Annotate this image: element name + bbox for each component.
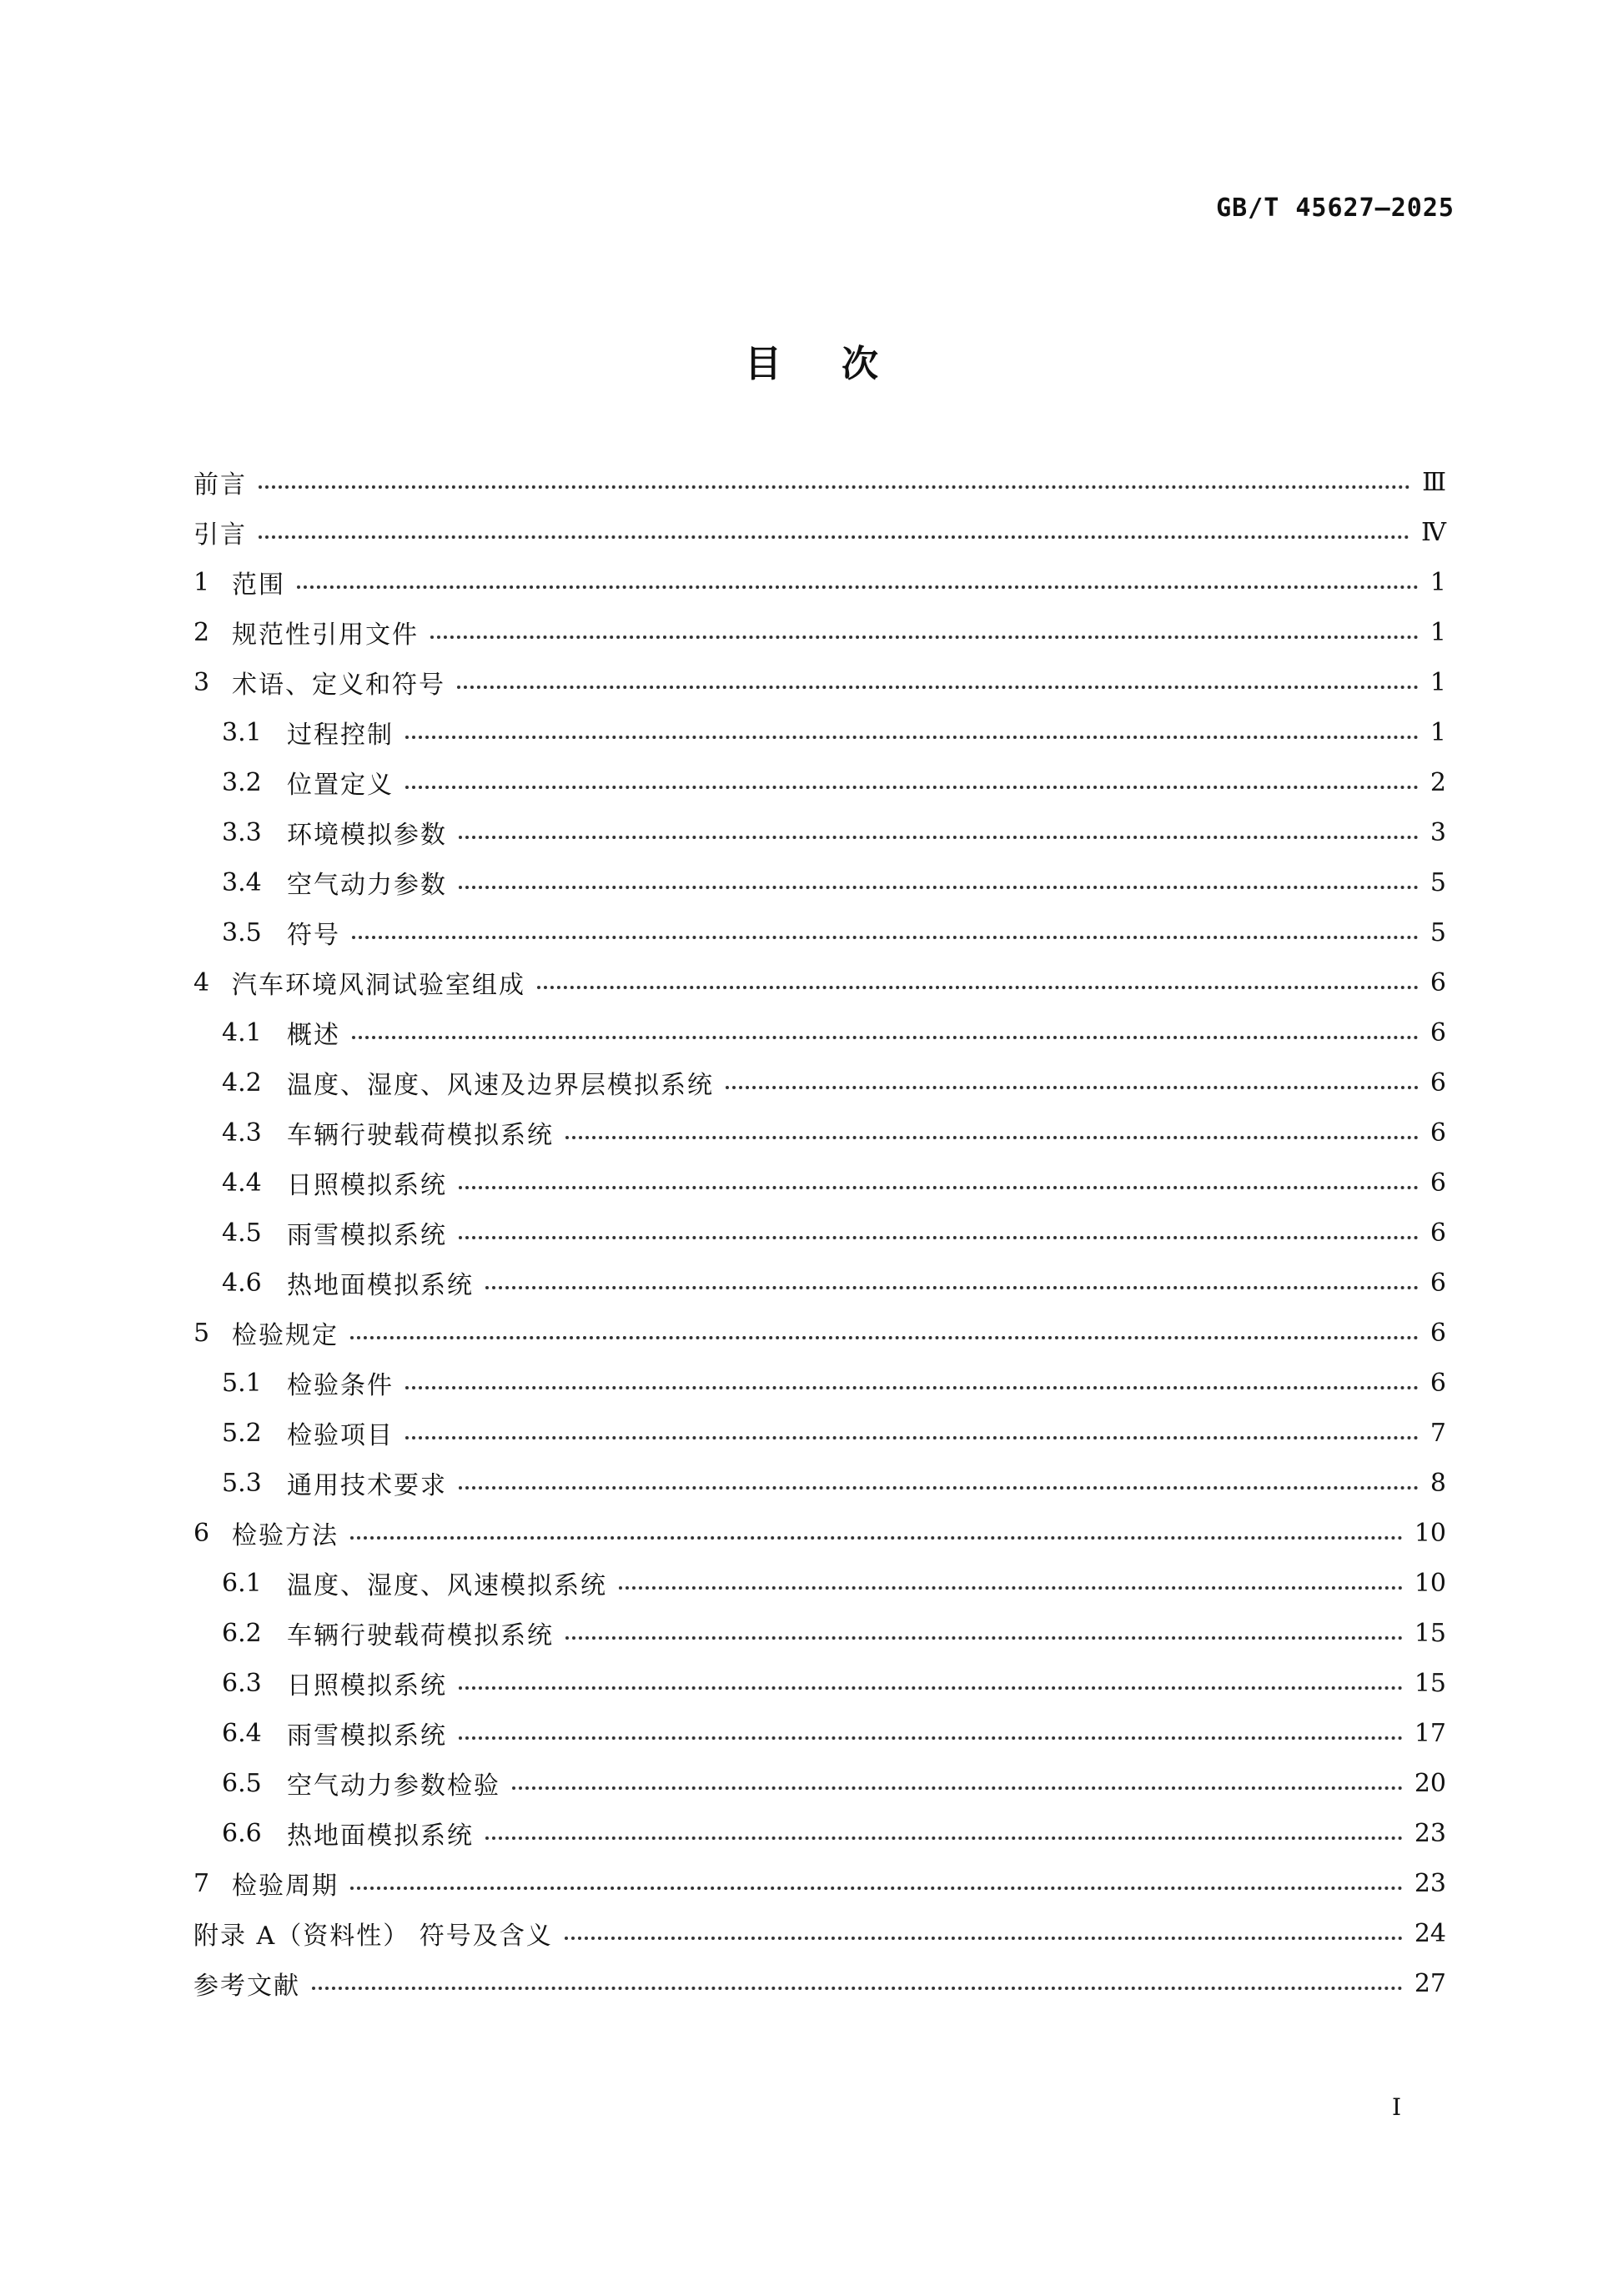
toc-entry[interactable] xyxy=(193,1758,1446,1808)
toc-leader-dots xyxy=(352,936,1419,939)
toc-entry-title: 附录 A（资料性） 符号及含义 xyxy=(193,1922,553,1951)
toc-entry-page: 10 xyxy=(1414,1518,1446,1548)
toc-entry-title: 汽车环境风洞试验室组成 xyxy=(232,971,525,1000)
toc-entry[interactable] xyxy=(193,807,1446,857)
toc-entry-page: Ⅳ xyxy=(1421,517,1446,547)
toc-entry-title: 空气动力参数检验 xyxy=(287,1771,500,1801)
toc-entry-title: 符号 xyxy=(287,921,340,950)
toc-entry-title: 引言 xyxy=(193,520,247,550)
toc-entry-number: 3.1 xyxy=(222,717,262,747)
toc-entry-number: 3.2 xyxy=(222,767,262,797)
toc-entry-title: 规范性引用文件 xyxy=(232,620,419,650)
toc-leader-dots xyxy=(537,986,1419,989)
toc-entry[interactable] xyxy=(193,557,1446,607)
toc-entry[interactable] xyxy=(193,1708,1446,1758)
toc-entry-number: 6.6 xyxy=(222,1818,262,1848)
toc-entry-title: 通用技术要求 xyxy=(287,1471,447,1500)
table-of-contents xyxy=(193,457,1446,2008)
toc-entry[interactable] xyxy=(193,1858,1446,1908)
toc-leader-dots xyxy=(457,686,1419,689)
toc-entry-page: 5 xyxy=(1430,917,1446,947)
toc-leader-dots xyxy=(405,1386,1419,1389)
toc-leader-dots xyxy=(565,1136,1419,1139)
toc-entry-page: 6 xyxy=(1430,1268,1446,1298)
toc-entry-title: 日照模拟系统 xyxy=(287,1671,447,1701)
toc-entry-page: 3 xyxy=(1430,817,1446,847)
toc-entry-title: 雨雪模拟系统 xyxy=(287,1221,447,1250)
toc-entry-title: 检验方法 xyxy=(232,1521,339,1550)
toc-entry-page: 17 xyxy=(1414,1718,1446,1748)
toc-entry-title: 检验条件 xyxy=(287,1371,394,1400)
toc-entry-title: 检验规定 xyxy=(232,1321,339,1350)
toc-entry-number: 2 xyxy=(193,617,210,647)
toc-entry-page: 6 xyxy=(1430,1368,1446,1398)
toc-entry[interactable] xyxy=(193,1908,1446,1958)
toc-entry-page: Ⅲ xyxy=(1422,467,1446,497)
toc-entry-title: 日照模拟系统 xyxy=(287,1171,447,1200)
toc-entry-number: 3 xyxy=(193,667,210,697)
toc-entry-title: 温度、湿度、风速及边界层模拟系统 xyxy=(287,1071,714,1100)
toc-entry[interactable] xyxy=(193,1558,1446,1608)
toc-leader-dots xyxy=(459,1236,1419,1239)
toc-entry-title: 空气动力参数 xyxy=(287,871,447,900)
toc-entry-page: 6 xyxy=(1430,1318,1446,1348)
toc-entry-title: 位置定义 xyxy=(287,771,394,800)
toc-entry-page: 10 xyxy=(1414,1568,1446,1598)
toc-entry-number: 5.3 xyxy=(222,1468,262,1498)
toc-entry-page: 7 xyxy=(1430,1418,1446,1448)
toc-entry[interactable] xyxy=(193,757,1446,807)
page-number: Ⅰ xyxy=(1391,2093,1401,2121)
toc-leader-dots xyxy=(430,636,1419,639)
toc-title-char-2: 次 xyxy=(842,343,878,385)
toc-entry-number: 3.3 xyxy=(222,817,262,847)
toc-entry-page: 1 xyxy=(1430,717,1446,747)
toc-entry[interactable] xyxy=(193,1608,1446,1658)
toc-entry-title: 雨雪模拟系统 xyxy=(287,1721,447,1751)
toc-leader-dots xyxy=(350,1536,1403,1540)
toc-entry-page: 8 xyxy=(1430,1468,1446,1498)
toc-entry[interactable] xyxy=(193,1308,1446,1358)
toc-entry-number: 6.3 xyxy=(222,1668,262,1698)
toc-entry[interactable] xyxy=(193,1658,1446,1708)
toc-entry-number: 4.4 xyxy=(222,1168,262,1198)
toc-entry[interactable] xyxy=(193,707,1446,757)
toc-entry-number: 1 xyxy=(193,567,210,597)
toc-entry[interactable] xyxy=(193,1208,1446,1258)
toc-entry-number: 6.4 xyxy=(222,1718,262,1748)
toc-leader-dots xyxy=(565,1636,1403,1640)
toc-entry[interactable] xyxy=(193,1458,1446,1508)
toc-entry-title: 热地面模拟系统 xyxy=(287,1271,474,1300)
toc-entry-page: 2 xyxy=(1430,767,1446,797)
toc-leader-dots xyxy=(565,1937,1403,1940)
toc-entry[interactable] xyxy=(193,1007,1446,1058)
toc-leader-dots xyxy=(350,1887,1403,1890)
toc-entry-page: 23 xyxy=(1414,1868,1446,1898)
toc-leader-dots xyxy=(512,1786,1403,1790)
toc-entry[interactable] xyxy=(193,1508,1446,1558)
toc-entry-title: 术语、定义和符号 xyxy=(232,671,445,700)
toc-entry-title: 概述 xyxy=(287,1021,340,1050)
toc-entry-number: 6 xyxy=(193,1518,210,1548)
toc-entry-title: 车辆行驶载荷模拟系统 xyxy=(287,1121,554,1150)
toc-leader-dots xyxy=(352,1036,1419,1039)
toc-leader-dots xyxy=(405,736,1419,739)
toc-entry-page: 23 xyxy=(1414,1818,1446,1848)
toc-leader-dots xyxy=(726,1086,1419,1089)
toc-entry-title: 检验周期 xyxy=(232,1871,339,1901)
toc-entry[interactable] xyxy=(193,1358,1446,1408)
toc-leader-dots xyxy=(459,1186,1419,1189)
toc-leader-dots xyxy=(459,886,1419,889)
toc-entry[interactable] xyxy=(193,1258,1446,1308)
toc-entry-number: 4.6 xyxy=(222,1268,262,1298)
toc-entry-number: 3.4 xyxy=(222,867,262,897)
toc-entry-page: 6 xyxy=(1430,1168,1446,1198)
toc-entry[interactable] xyxy=(193,1808,1446,1858)
toc-entry-page: 1 xyxy=(1430,667,1446,697)
toc-entry-page: 6 xyxy=(1430,1218,1446,1248)
toc-leader-dots xyxy=(485,1836,1403,1840)
toc-entry[interactable] xyxy=(193,607,1446,657)
toc-entry-number: 6.2 xyxy=(222,1618,262,1648)
toc-entry-page: 6 xyxy=(1430,967,1446,997)
toc-entry-number: 4.2 xyxy=(222,1068,262,1098)
toc-entry-title: 参考文献 xyxy=(193,1972,300,2001)
toc-entry-number: 7 xyxy=(193,1868,210,1898)
toc-leader-dots xyxy=(619,1586,1403,1590)
toc-entry-title: 范围 xyxy=(232,570,285,600)
toc-entry-number: 5 xyxy=(193,1318,210,1348)
toc-entry-title: 前言 xyxy=(193,470,247,500)
standard-number: GB/T 45627—2025 xyxy=(1216,193,1455,223)
toc-entry-number: 3.5 xyxy=(222,917,262,947)
toc-leader-dots xyxy=(259,535,1409,539)
toc-entry-number: 4 xyxy=(193,967,210,997)
toc-leader-dots xyxy=(459,1686,1403,1690)
toc-entry-number: 6.5 xyxy=(222,1768,262,1798)
toc-leader-dots xyxy=(297,585,1419,589)
toc-entry-number: 4.5 xyxy=(222,1218,262,1248)
toc-entry-number: 5.1 xyxy=(222,1368,262,1398)
toc-entry-page: 24 xyxy=(1414,1918,1446,1948)
toc-entry[interactable] xyxy=(193,657,1446,707)
toc-entry-number: 4.3 xyxy=(222,1118,262,1148)
toc-entry-title: 车辆行驶载荷模拟系统 xyxy=(287,1621,554,1650)
toc-entry-page: 15 xyxy=(1414,1668,1446,1698)
toc-leader-dots xyxy=(312,1987,1403,1990)
toc-entry-page: 6 xyxy=(1430,1118,1446,1148)
toc-entry[interactable] xyxy=(193,857,1446,907)
toc-title xyxy=(0,334,1623,387)
toc-entry[interactable] xyxy=(193,1058,1446,1108)
toc-entry-number: 5.2 xyxy=(222,1418,262,1448)
toc-entry[interactable] xyxy=(193,1958,1446,2008)
toc-leader-dots xyxy=(459,1736,1403,1740)
toc-entry[interactable] xyxy=(193,1158,1446,1208)
toc-entry-title: 温度、湿度、风速模拟系统 xyxy=(287,1571,607,1600)
toc-leader-dots xyxy=(259,485,1410,489)
toc-entry-number: 6.1 xyxy=(222,1568,262,1598)
toc-entry[interactable] xyxy=(193,507,1446,557)
toc-entry-page: 27 xyxy=(1414,1968,1446,1998)
toc-leader-dots xyxy=(405,1436,1419,1439)
toc-entry-page: 15 xyxy=(1414,1618,1446,1648)
toc-entry[interactable] xyxy=(193,457,1446,507)
toc-entry[interactable] xyxy=(193,957,1446,1007)
toc-entry-title: 热地面模拟系统 xyxy=(287,1821,474,1851)
toc-entry-page: 6 xyxy=(1430,1068,1446,1098)
toc-entry[interactable] xyxy=(193,1408,1446,1458)
toc-entry[interactable] xyxy=(193,1108,1446,1158)
toc-entry-page: 5 xyxy=(1430,867,1446,897)
toc-entry-title: 过程控制 xyxy=(287,721,394,750)
toc-title-char-1: 目 xyxy=(745,343,781,385)
toc-leader-dots xyxy=(485,1286,1419,1289)
toc-entry-page: 6 xyxy=(1430,1017,1446,1048)
toc-entry-number: 4.1 xyxy=(222,1017,262,1048)
toc-leader-dots xyxy=(459,1486,1419,1490)
toc-entry-page: 1 xyxy=(1430,567,1446,597)
toc-entry-page: 1 xyxy=(1430,617,1446,647)
toc-entry-page: 20 xyxy=(1414,1768,1446,1798)
toc-entry-title: 环境模拟参数 xyxy=(287,821,447,850)
toc-entry-title: 检验项目 xyxy=(287,1421,394,1450)
toc-entry[interactable] xyxy=(193,907,1446,957)
toc-leader-dots xyxy=(405,786,1419,789)
toc-leader-dots xyxy=(459,836,1419,839)
toc-leader-dots xyxy=(350,1336,1419,1339)
